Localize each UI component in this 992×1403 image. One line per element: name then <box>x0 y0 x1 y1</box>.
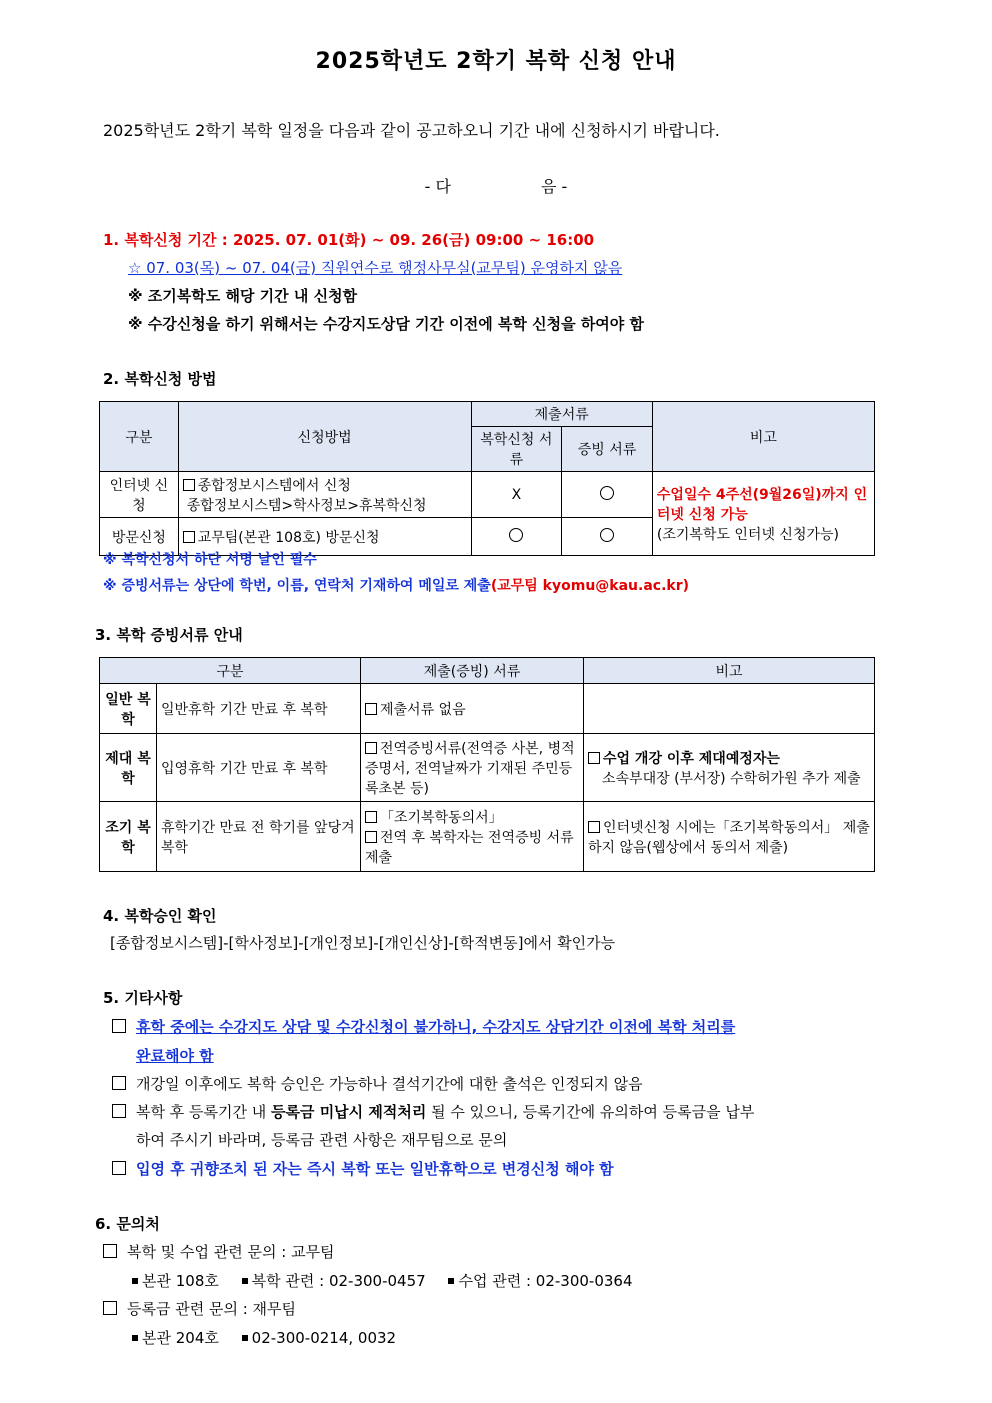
checkbox-icon <box>365 811 377 823</box>
row-discharge-cat: 제대 복학 <box>100 734 157 802</box>
row-discharge-note <box>584 734 875 802</box>
th-doc-proof: 증빙 서류 <box>562 427 653 472</box>
row-early-docs <box>361 802 584 872</box>
s5-item1-cont: 완료해야 함 <box>136 1047 214 1065</box>
checkbox-icon <box>183 531 195 543</box>
row-internet-method <box>178 472 471 518</box>
circle-icon <box>600 528 614 542</box>
early-note-text: 인터넷신청 시에는「조기복학동의서」 제출하지 않음(웹상에서 동의서 제출) <box>588 819 870 856</box>
general-docs-text: 제출서류 없음 <box>380 701 466 718</box>
q2-room: 본관 204호 <box>142 1329 219 1347</box>
s5-item1 <box>112 1016 735 1037</box>
s5-item4 <box>112 1158 614 1179</box>
th-note: 비고 <box>584 658 875 684</box>
s4-heading: 4. 복학승인 확인 <box>103 907 217 925</box>
proof-documents-table <box>99 657 875 872</box>
item2-text: 개강일 이후에도 복학 승인은 가능하나 결석기간에 대한 출석은 인정되지 않음 <box>136 1075 643 1093</box>
row-discharge-docs <box>361 734 584 802</box>
th-type: 구분 <box>100 402 179 472</box>
method-b: 종합정보시스템>학사정보>휴복학신청 <box>186 497 427 514</box>
th-doc-application: 복학신청 서류 <box>471 427 562 472</box>
foot2-email: (교무팀 kyomu@kau.ac.kr) <box>490 578 690 594</box>
intro-text: 2025학년도 2학기 복학 일정을 다음과 같이 공고하오니 기간 내에 신청하시기 바랍니다. <box>103 121 720 140</box>
checkbox-icon <box>112 1104 126 1118</box>
early-docs-2: 전역 후 복학자는 전역증빙 서류 제출 <box>365 829 574 866</box>
checkbox-icon <box>365 703 377 715</box>
item3-pre: 복학 후 등록기간 내 <box>136 1103 271 1121</box>
th-note: 비고 <box>652 402 874 472</box>
s3-heading: 3. 복학 증빙서류 안내 <box>95 626 243 644</box>
item3-post: 될 수 있으니, 등록기간에 유의하여 등록금을 납부 <box>426 1103 755 1121</box>
checkbox-icon <box>112 1076 126 1090</box>
s1-course-registration-note: ※ 수강신청을 하기 위해서는 수강지도상담 기간 이전에 복학 신청을 하여야 함 <box>128 315 644 333</box>
row-early-desc: 휴학기간 만료 전 학기를 앞당겨 복학 <box>157 802 361 872</box>
item1-text: 휴학 중에는 수강지도 상담 및 수강신청이 불가하니, 수강지도 상담기간 이전에 복학 처리를 <box>136 1018 736 1036</box>
row-general-docs <box>361 684 584 734</box>
th-docs: 제출서류 <box>471 402 652 427</box>
s6-heading: 6. 문의처 <box>95 1215 160 1233</box>
s5-item3 <box>112 1101 754 1122</box>
row-general-cat: 일반 복학 <box>100 684 157 734</box>
row-visit-doc2 <box>562 518 653 556</box>
item3-bold: 등록금 미납시 제적처리 <box>271 1103 427 1121</box>
early-docs-1: 「조기복학동의서」 <box>380 809 503 826</box>
note-red: 수업일수 4주선(9월26일)까지 인터넷 신청 가능 <box>656 486 868 523</box>
q1-return-phone: 복학 관련 : 02-300-0457 <box>251 1272 426 1290</box>
discharge-docs-text: 전역증빙서류(전역증 사본, 병적증명서, 전역날짜가 기재된 주민등록초본 등) <box>365 740 575 797</box>
s2-heading: 2. 복학신청 방법 <box>103 370 217 388</box>
discharge-note-bold: 수업 개강 이후 제대예정자는 <box>603 750 780 767</box>
s6-tuition-contact-details <box>132 1327 396 1348</box>
s4-approval-path: [종합정보시스템]-[학사정보]-[개인정보]-[개인신상]-[학적변동]에서 확인가능 <box>110 934 616 952</box>
application-method-table <box>99 401 875 556</box>
row-early-note <box>584 802 875 872</box>
s1-heading: 1. 복학신청 기간 : 2025. 07. 01(화) ~ 09. 26(금) 09:00 ~ 16:00 <box>103 231 595 249</box>
s5-item2 <box>112 1073 643 1094</box>
da-eum-separator <box>0 174 992 197</box>
row-general-desc: 일반휴학 기간 만료 후 복학 <box>157 684 361 734</box>
s1-staff-training-note: ☆ 07. 03(목) ~ 07. 04(금) 직원연수로 행정사무실(교무팀) 운영하지 않음 <box>128 259 623 277</box>
visit-method-text: 교무팀(본관 108호) 방문신청 <box>197 529 380 546</box>
checkbox-icon <box>588 752 600 764</box>
bullet-icon <box>448 1278 454 1284</box>
checkbox-icon <box>588 821 600 833</box>
checkbox-icon <box>365 742 377 754</box>
discharge-note-text: 소속부대장 (부서장) 수학허가원 추가 제출 <box>602 770 861 787</box>
checkbox-icon <box>103 1244 117 1258</box>
circle-icon <box>600 486 614 500</box>
q2-phone: 02-300-0214, 0032 <box>251 1329 397 1347</box>
s2-footnote-signature: ※ 복학신청서 하단 서명 날인 필수 <box>103 552 317 568</box>
s2-footnote-email <box>103 575 689 595</box>
item4-text: 입영 후 귀향조치 된 자는 즉시 복학 또는 일반휴학으로 변경신청 해야 함 <box>136 1160 614 1178</box>
checkbox-icon <box>112 1019 126 1033</box>
row-discharge-desc: 입영휴학 기간 만료 후 복학 <box>157 734 361 802</box>
row-internet-doc2 <box>562 472 653 518</box>
checkbox-icon <box>365 831 377 843</box>
method-note-cell <box>652 472 874 556</box>
row-internet-type: 인터넷 신청 <box>100 472 179 518</box>
s5-heading: 5. 기타사항 <box>103 989 183 1007</box>
s1-early-return-note: ※ 조기복학도 해당 기간 내 신청함 <box>128 287 358 305</box>
th-method: 신청방법 <box>178 402 471 472</box>
s6-academic-contact-details <box>132 1270 633 1291</box>
th-type: 구분 <box>100 658 361 684</box>
q1-room: 본관 108호 <box>142 1272 219 1290</box>
checkbox-icon <box>103 1301 117 1315</box>
row-general-note <box>584 684 875 734</box>
method-a: 종합정보시스템에서 신청 <box>197 477 351 494</box>
note-black: (조기복학도 인터넷 신청가능) <box>656 526 839 543</box>
checkbox-icon <box>183 479 195 491</box>
s6-academic-contact <box>103 1241 335 1262</box>
checkbox-icon <box>112 1161 126 1175</box>
q1-class-phone: 수업 관련 : 02-300-0364 <box>458 1272 633 1290</box>
bullet-icon <box>242 1278 248 1284</box>
page-title: 2025학년도 2학기 복학 신청 안내 <box>315 49 677 74</box>
q2-text: 등록금 관련 문의 : 재무팀 <box>127 1300 297 1318</box>
row-internet-doc1: X <box>471 472 562 518</box>
s6-tuition-contact <box>103 1298 296 1319</box>
da-right: 음 - <box>541 177 568 196</box>
da-left: - 다 <box>424 177 451 196</box>
s5-item3-cont: 하여 주시기 바라며, 등록금 관련 사항은 재무팀으로 문의 <box>136 1131 508 1149</box>
row-visit-type: 방문신청 <box>100 518 179 556</box>
bullet-icon <box>132 1335 138 1341</box>
row-visit-doc1 <box>471 518 562 556</box>
th-docs: 제출(증빙) 서류 <box>361 658 584 684</box>
q1-text: 복학 및 수업 관련 문의 : 교무팀 <box>127 1243 335 1261</box>
circle-icon <box>509 528 523 542</box>
bullet-icon <box>242 1335 248 1341</box>
row-early-cat: 조기 복학 <box>100 802 157 872</box>
bullet-icon <box>132 1278 138 1284</box>
foot2-text: ※ 증빙서류는 상단에 학번, 이름, 연락처 기재하여 메일로 제출 <box>103 578 491 594</box>
